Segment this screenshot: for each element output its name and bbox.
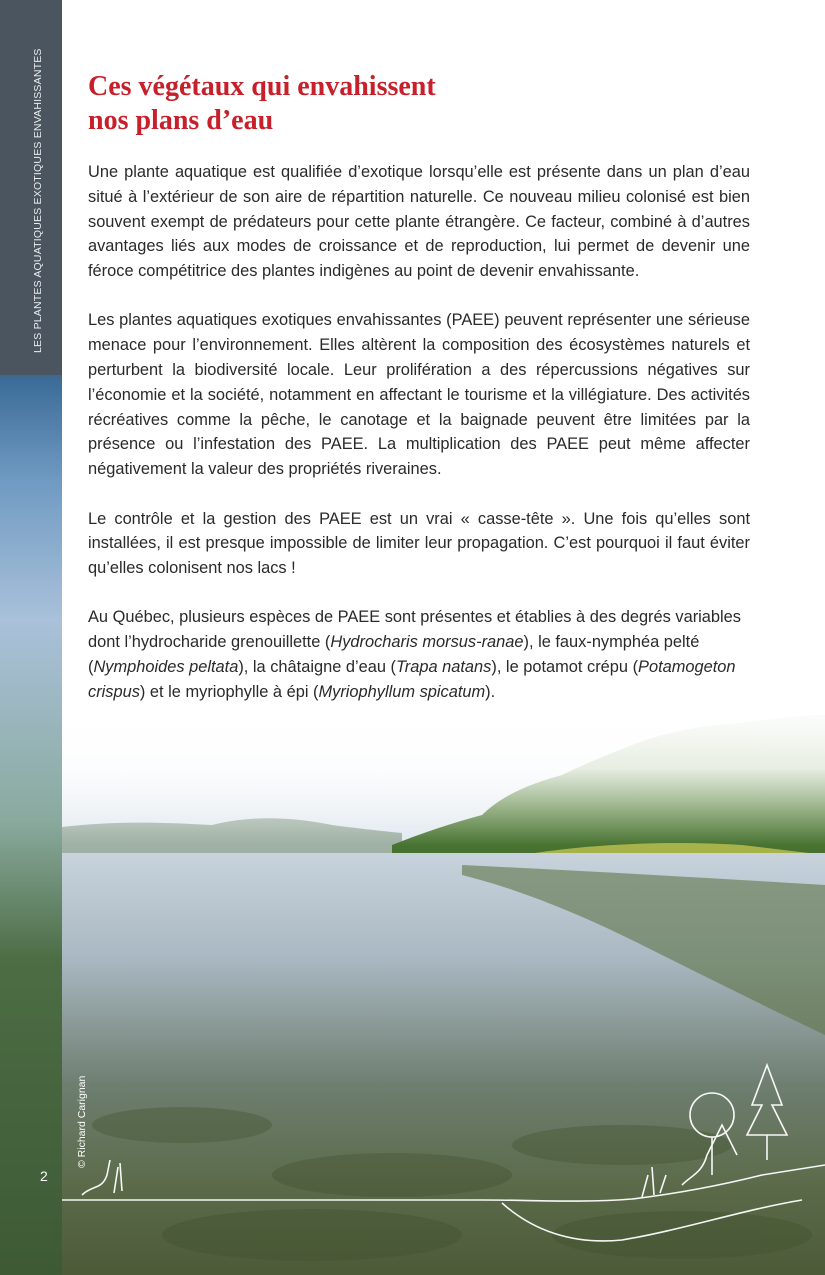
running-head: LES PLANTES AQUATIQUES EXOTIQUES ENVAHISSANTES [32, 48, 44, 353]
paragraph-2: Les plantes aquatiques exotiques envahissantes (PAEE) peuvent représenter une sérieuse menace pour l’environnement. Elles altèrent la composition des écosystèmes naturels et perturbent la biodiversité locale. Leur prolifération a des répercussions négatives sur l’économie et la société, notamment en affectant le tourisme et la villégiature. Des activités récréatives comme la pêche, le canotage et la baignade peuvent être limitées par la présence ou l’infestation des PAEE. La multiplication des PAEE peut même affecter négativement la valeur des propriétés riveraines. [88, 311, 750, 479]
article-body [88, 160, 750, 729]
species-name: Myriophyllum spicatum [318, 682, 486, 701]
page-title [88, 70, 436, 138]
page-title-line-2: nos plans d’eau [88, 105, 274, 136]
lake-photo [62, 705, 825, 1275]
species-name: Potamogeton crispus [88, 658, 736, 701]
paragraph-1: Une plante aquatique est qualifiée d’exotique lorsqu’elle est présente dans un plan d’eau situé à l’extérieur de son aire de répartition naturelle. Ce nouveau milieu colonisé est bien souvent exempt de prédateurs pour cette plante étrangère. Ce facteur, combiné à d’autres avantages liés aux modes de croissance et de reproduction, lui permet de devenir une féroce compétitrice des plantes indigènes au point de devenir envahissante. [88, 163, 750, 281]
paragraph-3: Le contrôle et la gestion des PAEE est un vrai « casse-tête ». Une fois qu’elles sont installées, il est presque impossible de limiter leur propagation. C’est pourquoi il faut éviter qu’elles colonisent nos lacs ! [88, 509, 750, 578]
paragraph-4-text: ) et le myriophylle à épi ( [139, 682, 319, 701]
page-title-line-1: Ces végétaux qui envahissent [88, 71, 436, 102]
species-name: Hydrocharis morsus-ranae [330, 633, 524, 652]
paragraph-4-text: ). [485, 682, 496, 701]
species-name: Nymphoides peltata [93, 658, 239, 677]
paragraph-4-text: ), le potamot crépu ( [491, 658, 639, 677]
paragraph-4-text: ), le faux-nymphéa pelté ( [88, 633, 700, 677]
page-number: 2 [40, 1168, 48, 1184]
paragraph-4-text: ), la châtaigne d’eau ( [238, 658, 396, 677]
photo-credit: © Richard Carignan [76, 1075, 88, 1168]
paragraph-4 [88, 605, 750, 704]
species-name: Trapa natans [395, 658, 492, 677]
paragraph-4-text: Au Québec, plusieurs espèces de PAEE sont présentes et établies à des degrés variables dont l’hydrocharide grenouillette ( [88, 608, 741, 652]
